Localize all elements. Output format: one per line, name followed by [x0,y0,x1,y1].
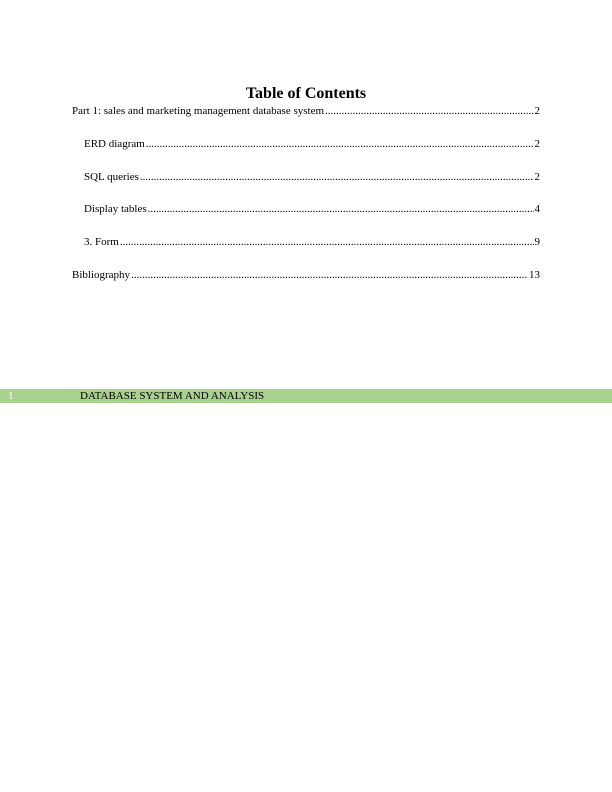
toc-entry-part1[interactable] [72,104,540,118]
toc-entry-label: 3. Form [84,236,119,248]
toc-entry-label: ERD diagram [84,138,145,150]
toc-entry-page: 2 [534,105,540,117]
toc-entry-sql-queries[interactable] [84,170,540,184]
toc-dot-leader [148,202,534,216]
toc-entry-page: 9 [534,236,540,248]
toc-dot-leader [140,170,534,184]
toc-entry-label: Part 1: sales and marketing management database system [72,105,325,117]
toc-entry-page: 2 [534,171,540,183]
toc-entry-page: 13 [529,269,540,281]
footer-band [0,389,612,403]
toc-entry-page: 2 [534,138,540,150]
toc-entry-label: Display tables [84,203,147,215]
toc-title: Table of Contents [245,85,367,102]
toc-dot-leader [120,235,534,249]
toc-dot-leader [131,268,528,282]
toc-entry-label: Bibliography [72,269,131,281]
toc-dot-leader [325,104,533,118]
footer-running-title: DATABASE SYSTEM AND ANALYSIS [80,390,265,402]
toc-dot-leader [146,137,534,151]
toc-entry-erd-diagram[interactable] [84,137,540,151]
footer-page-number: 1 [8,390,14,402]
toc-entry-label: SQL queries [84,171,139,183]
toc-entry-form[interactable] [84,235,540,249]
toc-entry-page: 4 [534,203,540,215]
toc-entry-display-tables[interactable] [84,202,540,216]
toc-entry-bibliography[interactable] [72,268,540,282]
